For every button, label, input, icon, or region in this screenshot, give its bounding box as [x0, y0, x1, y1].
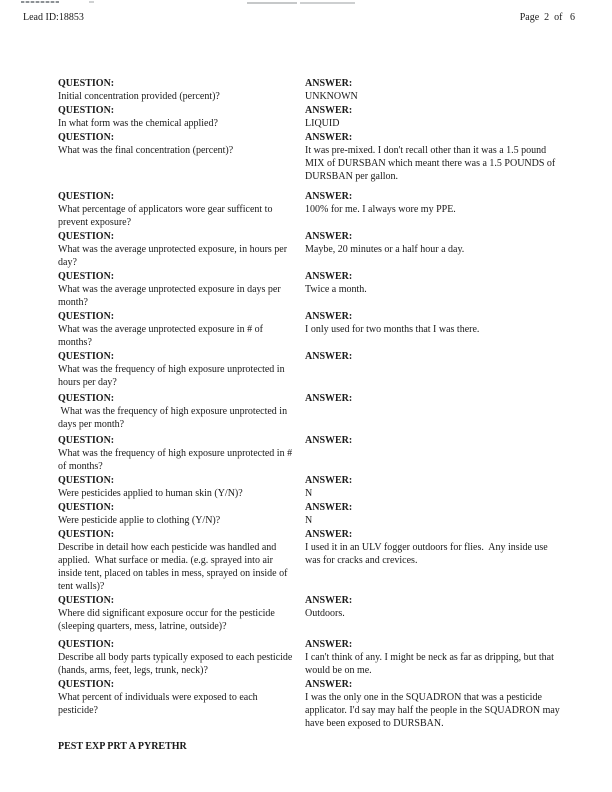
answer-cell: [305, 270, 560, 309]
qa-row: [58, 434, 560, 473]
question-cell: [58, 501, 305, 527]
question-text: Were pesticide applie to clothing (Y/N)?: [58, 515, 221, 526]
question-cell: [58, 310, 305, 349]
answer-label: ANSWER:: [305, 311, 353, 322]
answer-label: ANSWER:: [305, 271, 353, 282]
answer-label: ANSWER:: [305, 679, 353, 690]
question-label: QUESTION:: [58, 231, 115, 242]
question-label: QUESTION:: [58, 529, 115, 540]
answer-label: ANSWER:: [305, 105, 353, 116]
answer-label: ANSWER:: [305, 639, 353, 650]
answer-cell: [305, 230, 560, 269]
answer-text: It was pre-mixed. I don't recall other than it was a 1.5 pound MIX of DURSBAN which meant there was a 1.5 POUNDS of DURSBAN per gallon.: [305, 145, 558, 182]
qa-row: [58, 392, 560, 431]
page-number: Page 2 of 6: [519, 12, 575, 23]
question-text: What percent of individuals were exposed to each pesticide?: [58, 692, 261, 716]
question-text: What was the frequency of high exposure unprotected in # of months?: [58, 448, 295, 472]
answer-cell: [305, 528, 560, 593]
question-label: QUESTION:: [58, 679, 115, 690]
question-text: What was the frequency of high exposure unprotected in hours per day?: [58, 364, 288, 388]
question-text: What was the average unprotected exposure in days per month?: [58, 284, 284, 308]
question-text: In what form was the chemical applied?: [58, 118, 218, 129]
question-text: What was the final concentration (percent)?: [58, 145, 234, 156]
qa-row: [58, 310, 560, 349]
question-text: Describe all body parts typically exposed to each pesticide (hands, arms, feet, legs, trunk, neck)?: [58, 652, 295, 676]
section-heading: PEST EXP PRT A PYRETHR: [58, 741, 187, 752]
question-label: QUESTION:: [58, 502, 115, 513]
qa-row: [58, 131, 560, 183]
question-cell: [58, 434, 305, 473]
answer-label: ANSWER:: [305, 529, 353, 540]
question-cell: [58, 77, 305, 103]
question-cell: [58, 350, 305, 389]
lead-id: Lead ID:18853: [23, 12, 84, 23]
answer-text: Maybe, 20 minutes or a half hour a day.: [305, 244, 465, 255]
answer-label: ANSWER:: [305, 78, 353, 89]
question-text: What was the average unprotected exposure, in hours per day?: [58, 244, 290, 268]
question-cell: [58, 594, 305, 633]
qa-row: [58, 350, 560, 389]
question-label: QUESTION:: [58, 132, 115, 143]
answer-text: I was the only one in the SQUADRON that was a pesticide applicator. I'd say may half the people in the SQUADRON may have been exposed to DURSBAN.: [305, 692, 563, 729]
qa-row: [58, 501, 560, 527]
question-text: Describe in detail how each pesticide was handled and applied. What surface or media. (e.g. sprayed into air inside tent, placed on tables in mess, sprayed on inside of tent walls)?: [58, 542, 290, 592]
answer-cell: [305, 474, 560, 500]
answer-text: N: [305, 488, 313, 499]
answer-cell: [305, 638, 560, 677]
answer-cell: [305, 678, 563, 730]
answer-cell: [305, 104, 560, 130]
question-label: QUESTION:: [58, 271, 115, 282]
question-label: QUESTION:: [58, 351, 115, 362]
answer-cell: [305, 190, 560, 229]
answer-label: ANSWER:: [305, 393, 353, 404]
answer-text: LIQUID: [305, 118, 340, 129]
question-cell: [58, 638, 305, 677]
answer-cell: [305, 77, 560, 103]
answer-text: Outdoors.: [305, 608, 345, 619]
answer-text: Twice a month.: [305, 284, 367, 295]
question-label: QUESTION:: [58, 311, 115, 322]
answer-text: UNKNOWN: [305, 91, 358, 102]
qa-row: [58, 230, 560, 269]
answer-label: ANSWER:: [305, 191, 353, 202]
question-cell: [58, 230, 305, 269]
question-label: QUESTION:: [58, 105, 115, 116]
qa-list: [58, 77, 563, 730]
qa-row: [58, 190, 560, 229]
answer-label: ANSWER:: [305, 231, 353, 242]
question-text: Where did significant exposure occur for the pesticide (sleeping quarters, mess, latrine, outside)?: [58, 608, 278, 632]
qa-row: [58, 678, 563, 730]
question-cell: [58, 104, 305, 130]
qa-row: [58, 270, 560, 309]
question-cell: [58, 678, 305, 730]
answer-label: ANSWER:: [305, 132, 353, 143]
qa-row: [58, 474, 560, 500]
question-label: QUESTION:: [58, 435, 115, 446]
question-label: QUESTION:: [58, 393, 115, 404]
answer-cell: [305, 392, 560, 431]
qa-row: [58, 77, 560, 103]
answer-cell: [305, 501, 560, 527]
question-label: QUESTION:: [58, 639, 115, 650]
answer-cell: [305, 131, 560, 183]
question-cell: [58, 270, 305, 309]
answer-cell: [305, 310, 560, 349]
answer-cell: [305, 434, 560, 473]
question-cell: [58, 474, 305, 500]
qa-row: [58, 104, 560, 130]
qa-row: [58, 528, 560, 593]
question-cell: [58, 528, 305, 593]
question-cell: [58, 131, 305, 183]
question-label: QUESTION:: [58, 191, 115, 202]
question-label: QUESTION:: [58, 595, 115, 606]
question-label: QUESTION:: [58, 78, 115, 89]
answer-text: 100% for me. I always wore my PPE.: [305, 204, 456, 215]
question-text: What was the frequency of high exposure unprotected in days per month?: [58, 406, 290, 430]
answer-label: ANSWER:: [305, 351, 353, 362]
answer-label: ANSWER:: [305, 435, 353, 446]
answer-label: ANSWER:: [305, 502, 353, 513]
question-cell: [58, 392, 305, 431]
question-text: What was the average unprotected exposure in # of months?: [58, 324, 266, 348]
question-text: What percentage of applicators wore gear sufficent to prevent exposure?: [58, 204, 275, 228]
question-label: QUESTION:: [58, 475, 115, 486]
answer-text: I used it in an ULV fogger outdoors for flies. Any inside use was for cracks and crevices.: [305, 542, 551, 566]
question-text: Were pesticides applied to human skin (Y/N)?: [58, 488, 243, 499]
answer-label: ANSWER:: [305, 475, 353, 486]
answer-cell: [305, 350, 560, 389]
answer-text: I can't think of any. I might be neck as far as dripping, but that would be on me.: [305, 652, 557, 676]
answer-text: N: [305, 515, 313, 526]
qa-row: [58, 638, 560, 677]
question-cell: [58, 190, 305, 229]
question-text: Initial concentration provided (percent)?: [58, 91, 220, 102]
page-header: [0, 0, 612, 24]
qa-row: [58, 594, 560, 633]
answer-text: I only used for two months that I was there.: [305, 324, 480, 335]
answer-label: ANSWER:: [305, 595, 353, 606]
answer-cell: [305, 594, 560, 633]
